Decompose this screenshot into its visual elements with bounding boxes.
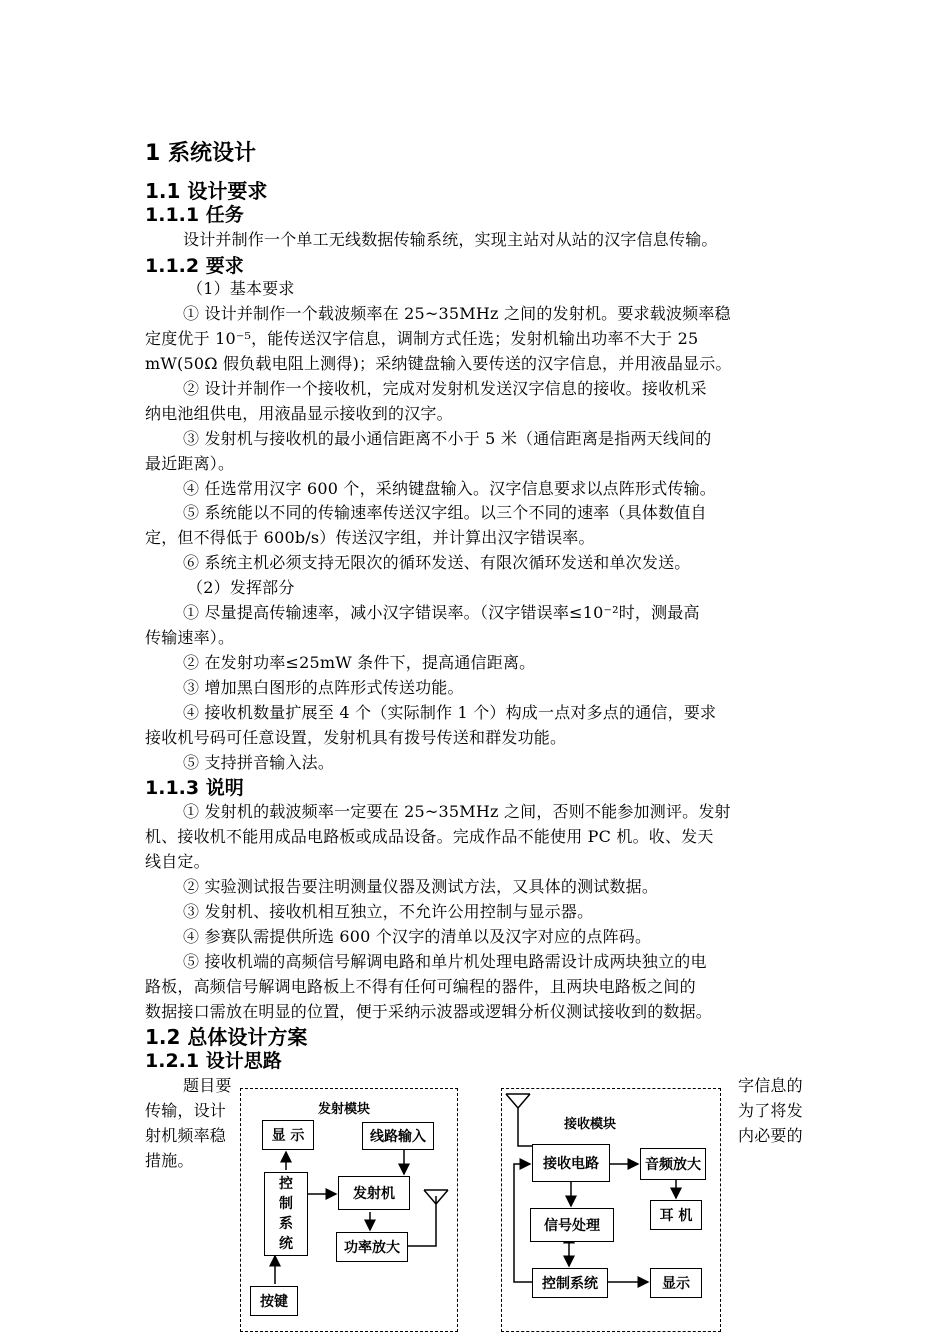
req-b2-line2: 纳电池组供电，用液晶显示接收到的汉字。 [145,404,453,423]
req-e4-line2: 接收机号码可任意设置，发射机具有拨号传送和群发功能。 [145,728,567,747]
task-text: 设计并制作一个单工无线数据传输系统，实现主站对从站的汉字信息传输。 [183,230,718,249]
rx-earphone-box: 耳 机 [650,1200,702,1230]
req-b1-line2: 定度优于 10⁻⁵，能传送汉字信息，调制方式任选；发射机输出功率不大于 25 [145,329,699,348]
req-b5-line2: 定，但不得低于 600b/s）传送汉字组，并计算出汉字错误率。 [145,528,595,547]
rx-audio-amp-box: 音频放大 [640,1148,706,1180]
req-e3-line1: ③ 增加黑白图形的点阵形式传送功能。 [183,678,464,697]
tx-keys-box: 按键 [250,1286,298,1316]
note-n4-line1: ④ 参赛队需提供所选 600 个汉字的清单以及汉字对应的点阵码。 [183,927,652,946]
heading-1-1: 1.1 设计要求 [145,179,268,203]
extended-requirements-title: （2）发挥部分 [187,578,295,597]
tx-transmitter-box: 发射机 [338,1176,410,1210]
design-idea-line3-left: 射机频率稳 [145,1126,227,1145]
receiver-title: 接收模块 [564,1117,617,1132]
tx-control-char-2: 制 [279,1196,293,1212]
req-e4-line1: ④ 接收机数量扩展至 4 个（实际制作 1 个）构成一点对多点的通信，要求 [183,703,717,722]
req-e2-line1: ② 在发射功率≤25mW 条件下，提高通信距离。 [183,653,536,672]
tx-control-char-1: 控 [279,1176,293,1192]
design-idea-line2-right: 为了将发 [738,1101,803,1120]
design-idea-line3-right: 内必要的 [738,1126,803,1145]
tx-line-input-box: 线路输入 [362,1122,434,1150]
basic-requirements-title: （1）基本要求 [187,279,295,298]
design-idea-line2-left: 传输，设计 [145,1101,227,1120]
req-e5-line1: ⑤ 支持拼音输入法。 [183,753,335,772]
rx-signal-processing-box: 信号处理 [530,1208,614,1242]
note-n1-line2: 机、接收机不能用成品电路板或成品设备。完成作品不能使用 PC 机。收、发天 [145,827,714,846]
note-n1-line1: ① 发射机的载波频率一定要在 25~35MHz 之间，否则不能参加测评。发射 [183,802,731,821]
design-idea-line1-right: 字信息的 [738,1076,803,1095]
heading-1-1-2: 1.1.2 要求 [145,255,244,277]
req-b1-line3: mW(50Ω 假负载电阻上测得)；采纳键盘输入要传送的汉字信息，并用液晶显示。 [145,354,732,373]
rx-receive-circuit-box: 接收电路 [532,1144,610,1182]
heading-1-2-1: 1.2.1 设计思路 [145,1050,282,1072]
heading-1-2: 1.2 总体设计方案 [145,1025,308,1049]
tx-display-box: 显 示 [262,1120,314,1150]
note-n3-line1: ③ 发射机、接收机相互独立，不允许公用控制与显示器。 [183,902,594,921]
design-idea-line4-left: 措施。 [145,1151,194,1170]
req-b5-line1: ⑤ 系统能以不同的传输速率传送汉字组。以三个不同的速率（具体数值自 [183,503,707,522]
rx-control-system-box: 控制系统 [532,1268,608,1298]
rx-display-box: 显示 [650,1268,702,1298]
req-e1-line2: 传输速率）。 [145,628,235,647]
req-b3-line1: ③ 发射机与接收机的最小通信距离不小于 5 米（通信距离是指两天线间的 [183,429,712,448]
tx-power-amp-box: 功率放大 [336,1232,408,1262]
req-b6-line1: ⑥ 系统主机必须支持无限次的循环发送、有限次循环发送和单次发送。 [183,553,691,572]
req-b3-line2: 最近距离）。 [145,454,235,473]
design-idea-line1-left: 题目要 [183,1076,232,1095]
heading-1-1-1: 1.1.1 任务 [145,204,244,226]
note-n5-line1: ⑤ 接收机端的高频信号解调电路和单片机处理电路需设计成两块独立的电 [183,952,707,971]
tx-control-char-3: 系 [279,1216,293,1232]
note-n5-line3: 数据接口需放在明显的位置，便于采纳示波器或逻辑分析仪测试接收到的数据。 [145,1002,713,1021]
req-b2-line1: ② 设计并制作一个接收机，完成对发射机发送汉字信息的接收。接收机采 [183,379,707,398]
transmitter-title: 发射模块 [318,1102,371,1117]
req-b4-line1: ④ 任选常用汉字 600 个，采纳键盘输入。汉字信息要求以点阵形式传输。 [183,479,716,498]
tx-control-char-4: 统 [279,1236,293,1252]
req-e1-line1: ① 尽量提高传输速率，减小汉字错误率。（汉字错误率≤10⁻²时，测最高 [183,603,700,622]
heading-1: 1 系统设计 [145,141,256,166]
heading-1-1-3: 1.1.3 说明 [145,777,244,799]
note-n2-line1: ② 实验测试报告要注明测量仪器及测试方法，又具体的测试数据。 [183,877,659,896]
req-b1-line1: ① 设计并制作一个载波频率在 25~35MHz 之间的发射机。要求载波频率稳 [183,304,731,323]
note-n5-line2: 路板，高频信号解调电路板上不得有任何可编程的器件，且两块电路板之间的 [145,977,696,996]
note-n1-line3: 线自定。 [145,852,210,871]
